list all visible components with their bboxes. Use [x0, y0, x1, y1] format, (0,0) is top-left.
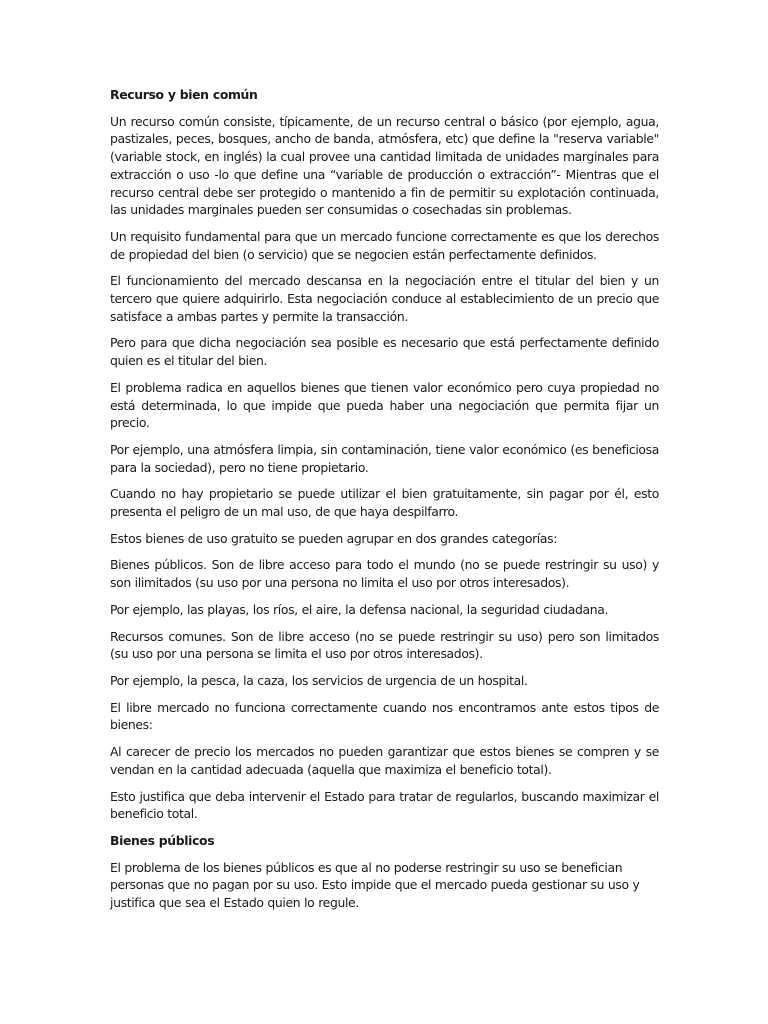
paragraph-sin-propietario: Cuando no hay propietario se puede utilizar el bien gratuitamente, sin pagar por él, esto presenta el peligro de un mal uso, de que haya despilfarro.	[110, 486, 659, 520]
paragraph-categorias: Estos bienes de uso gratuito se pueden agrupar en dos grandes categorías:	[110, 530, 558, 546]
paragraph-ejemplo-pesca: Por ejemplo, la pesca, la caza, los servicios de urgencia de un hospital.	[110, 672, 528, 688]
document-title: Recurso y bien común	[110, 87, 258, 102]
paragraph-problema-bienes-publicos: El problema de los bienes públicos es que al no poderse restringir su uso se benefician personas que no pagan por su uso. Esto impide que el mercado pueda gestionar su uso y justifica que sea el Estado quien lo regule.	[110, 859, 640, 911]
paragraph-bienes-publicos-def: Bienes públicos. Son de libre acceso para todo el mundo (no se puede restringir su uso) y son ilimitados (su uso por una persona no limita el uso por otros interesados).	[110, 557, 659, 591]
paragraph-negociacion-posible: Pero para que dicha negociación sea posible es necesario que está perfectamente definido quien es el titular del bien.	[110, 335, 659, 369]
section-heading-bienes-publicos: Bienes públicos	[110, 832, 215, 848]
paragraph-requisito-fundamental: Un requisito fundamental para que un mercado funcione correctamente es que los derechos de propiedad del bien (o servicio) que se negocien están perfectamente definidos.	[110, 228, 659, 262]
paragraph-ejemplo-playas: Por ejemplo, las playas, los ríos, el aire, la defensa nacional, la seguridad ciudadana.	[110, 601, 609, 617]
paragraph-recurso-comun: Un recurso común consiste, típicamente, de un recurso central o básico (por ejemplo, agua, pastizales, peces, bosques, ancho de banda, atmósfera, etc) que define la "reserva variable" (variable stock, en inglés) la cual provee una cantidad limitada de unidades marginales para extracción o uso -lo que define una “variable de producción o extracción”- Mientras que el recurso central debe ser protegido o mantenido a fin de permitir su explotación continuada, las unidades marginales pueden ser consumidas o cosechadas sin problemas.	[110, 113, 659, 218]
paragraph-funcionamiento-mercado: El funcionamiento del mercado descansa en la negociación entre el titular del bien y un tercero que quiere adquirirlo. Esta negociación conduce al establecimiento de un precio que satisface a ambas partes y permite la transacción.	[110, 273, 659, 324]
paragraph-carecer-precio: Al carecer de precio los mercados no pueden garantizar que estos bienes se compren y se vendan en la cantidad adecuada (aquella que maximiza el beneficio total).	[110, 744, 659, 777]
paragraph-problema-radica: El problema radica en aquellos bienes que tienen valor económico pero cuya propiedad no está determinada, lo que impide que pueda haber una negociación que permita fijar un precio.	[110, 379, 659, 431]
document-body	[110, 86, 659, 921]
paragraph-libre-mercado: El libre mercado no funciona correctamente cuando nos encontramos ante estos tipos de bienes:	[110, 699, 659, 733]
paragraph-intervenir-estado: Esto justifica que deba intervenir el Estado para tratar de regularlos, buscando maximizar el beneficio total.	[110, 788, 659, 822]
paragraph-recursos-comunes-def: Recursos comunes. Son de libre acceso (no se puede restringir su uso) pero son limitados (su uso por una persona se limita el uso por otros interesados).	[110, 628, 659, 662]
paragraph-ejemplo-atmosfera: Por ejemplo, una atmósfera limpia, sin contaminación, tiene valor económico (es beneficiosa para la sociedad), pero no tiene propietario.	[110, 441, 659, 475]
